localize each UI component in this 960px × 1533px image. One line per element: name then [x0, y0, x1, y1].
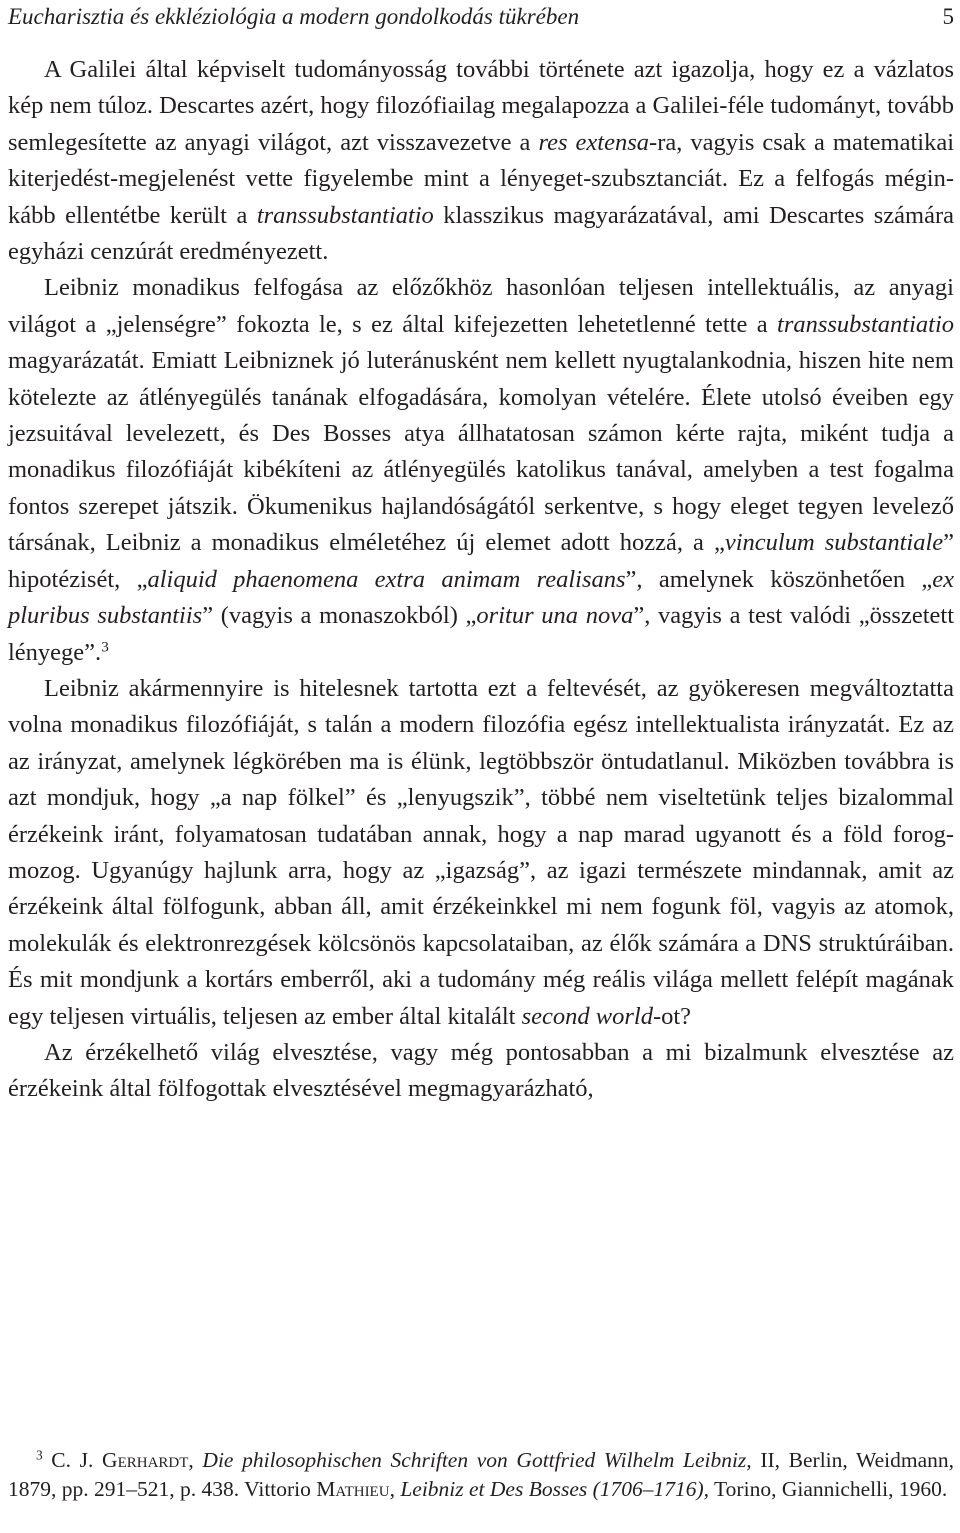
text-run: Leibniz akármennyire is hitelesnek tartotta ezt a feltevését, az gyökeresen megváltoztatta volna monadikus filozófiáját, s talán a modern filozófia egész intellektualista irányzatát. Ez az az irányzat, amelynek légkörében ma is élünk, legtöbbször öntudatlanul. Miközben továbbra is azt mondjuk, hogy „a nap fölkel” és „lenyugszik”, többé nem viseltetünk teljes bizalommal érzékeink iránt, folyamatosan tudatában annak, hogy a nap marad ugyanott és a föld forog-mozog. Ugyanúgy hajlunk arra, hogy az „igazság”, az igazi természete mindannak, amit az érzékeink által fölfogunk, abban áll, amit érzékeinkkel mi nem fogunk föl, vagyis az atomok, molekulák és elektronrezgések kölcsönös kapcsolataiban, az élők számára a DNS struktúráiban. És mit mondjunk a kortárs emberről, aki a tudomány még reális világa mellett felépít magának egy teljesen virtuális, teljesen az ember által kitalált — [8, 674, 954, 1030]
paragraph-2 — [8, 270, 954, 670]
text-run: klasszikus magyarázatával, ami Descartes számára egyházi cenzúrát eredményezett. — [8, 201, 955, 266]
italic-run: res extensa — [538, 128, 650, 156]
text-run: A Galilei által képviselt tudományosság további története azt igazolja, hogy ez a vázlatos kép nem túloz. Descartes azért, hogy filozófiailag megalapozza a Galilei-féle tudományt, tovább semlegesítette az anyagi világot, azt visszavezetve a — [8, 56, 954, 156]
italic-run: second world — [521, 1002, 653, 1030]
footnote-3 — [8, 1446, 954, 1504]
text-run: Az érzékelhető világ elvesztése, vagy még pontosabban a mi bizalmunk elvesztése az érzékeink által fölfogottak elvesztésével megmagyarázható, — [8, 1038, 954, 1103]
italic-run: transsubstantiatio — [777, 310, 954, 338]
text-run: , — [188, 1448, 203, 1472]
text-run: ”, vagyis a test valódi „összetett lényege”. — [8, 602, 955, 666]
footnote-marker: 3 — [36, 1447, 43, 1463]
italic-run: oritur una nova — [476, 602, 634, 630]
italic-run: ex pluribus substantiis — [8, 565, 955, 630]
text-run: -ra, vagyis csak a matematikai kiterjedést-megjelenést vette figyelembe mint a lényeget-szubsztanciát. Ez a felfogás mégin-kább ellentétbe került a — [8, 128, 955, 229]
italic-run: aliquid phaenomena extra animam realisans — [147, 565, 626, 593]
paragraph-3 — [8, 671, 954, 1035]
book-title: Die philosophischen Schriften von Gottfried Wilhelm Leibniz, — [202, 1448, 752, 1472]
author-name: Mathieu — [316, 1477, 390, 1501]
footnote-reference[interactable]: 3 — [101, 638, 109, 656]
text-run: Leibniz monadikus felfogása az előzőkhöz hasonlóan teljesen intellektuális, az anyagi világot a „jelenségre” fokozta le, s ez által kifejezetten lehetetlenné tette a — [8, 274, 954, 338]
italic-run: vinculum substantiale — [724, 529, 944, 557]
page-number: 5 — [942, 4, 954, 29]
text-run: magyarázatát. Emiatt Leibniznek jó luteránusként nem kellett nyugtalankodnia, hiszen hite nem kötelezte az átlényegülés tanának elfogadására, komolyan vételére. Élete utolsó éveiben egy jezsuitával levelezett, és Des Bosses atya állhatatosan számon kérte rajta, miként tudja a monadikus filozófiáját kibékíteni az átlényegülés katolikus tanával, amelyben a test fogalma fontos szerepet játszik. Ökumenikus hajlandóságától serkentve, s hogy eleget tegyen levelező társának, Leibniz a monadikus elméletéhez új elemet adott hozzá, a „ — [8, 347, 954, 557]
paragraph-4 — [8, 1035, 954, 1108]
running-title: Eucharisztia és ekkléziológia a modern gondolkodás tükrében — [8, 4, 580, 29]
text-run: ” hipotézisét, „ — [8, 529, 955, 593]
text-run: ”, amelynek köszönhetően „ — [625, 565, 933, 593]
text-run: II, Berlin, Weidmann, 1879, pp. 291–521, p. 438. Vittorio — [8, 1448, 954, 1501]
body-text — [8, 52, 954, 1108]
paragraph-1 — [8, 52, 954, 270]
text-run: ” (vagyis a monaszokból) „ — [202, 602, 477, 630]
footnote — [8, 1446, 954, 1504]
italic-run: transsubstantiatio — [256, 201, 434, 229]
running-header — [8, 0, 954, 34]
text-run: , — [389, 1477, 401, 1501]
text-run: Torino, Giannichelli, 1960. — [709, 1477, 948, 1501]
text-run: C. J. — [42, 1448, 103, 1472]
author-name: Gerhardt — [102, 1448, 189, 1472]
text-run: -ot? — [652, 1002, 692, 1030]
book-title: Leibniz et Des Bosses (1706–1716), — [400, 1477, 710, 1501]
